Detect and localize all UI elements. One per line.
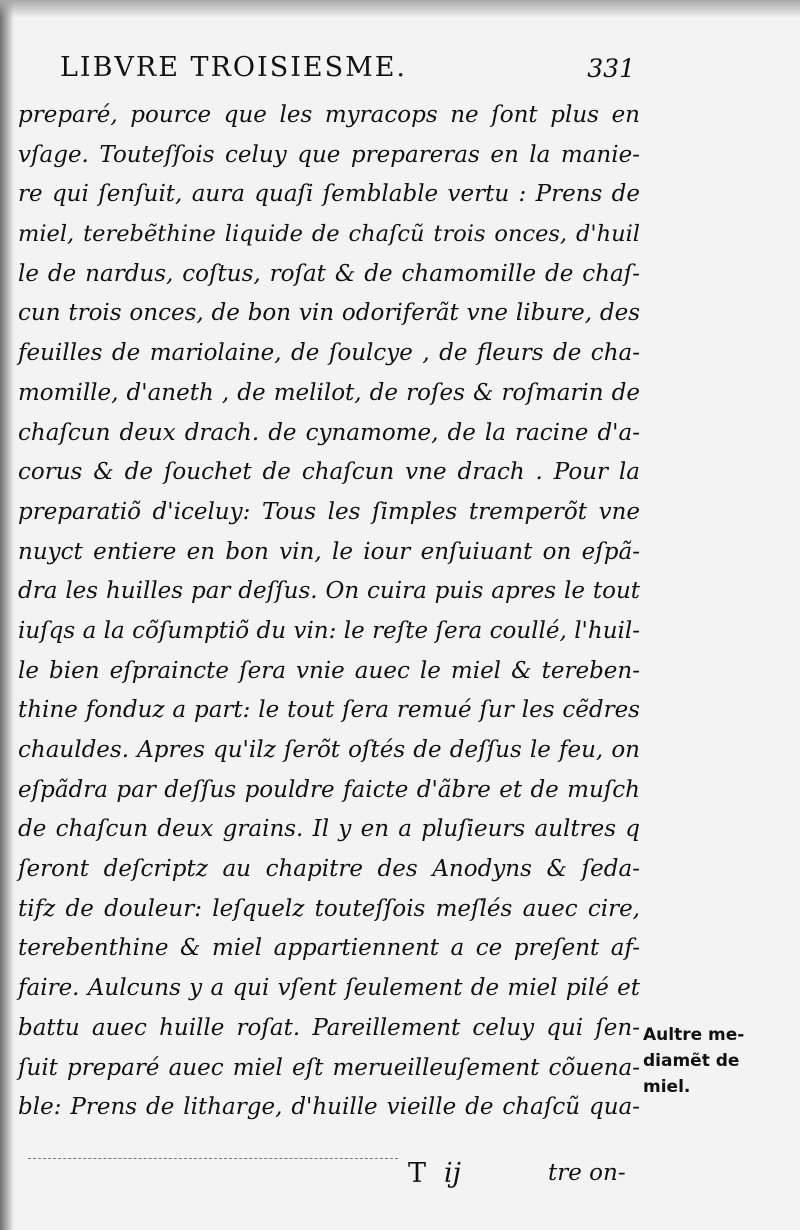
text-line: thine fonduz a part: le tout ſera remué ſur les cẽdres bbox=[18, 697, 640, 724]
catchword: tre on- bbox=[548, 1160, 626, 1186]
text-line: preparé, pource que les myracops ne ſont plus en bbox=[18, 102, 640, 128]
text-line: de chaſcun deux grains. Il y en a pluſieurs aultres q bbox=[18, 816, 640, 843]
text-line: battu auec huille roſat. Pareillement celuy qui ſen- bbox=[18, 1014, 640, 1041]
text-line: cun trois onces, de bon vin odoriferãt vne libure, des bbox=[18, 300, 640, 327]
text-line: eſpãdra par deſſus pouldre faicte d'ãbre et de muſch bbox=[18, 776, 640, 803]
margin-note-line: miel. bbox=[643, 1077, 691, 1097]
text-line: ſuit preparé auec miel eſt merueilleuſement cõuena- bbox=[18, 1054, 640, 1081]
text-line: preparatiõ d'iceluy: Tous les ſimples tremperõt vne bbox=[18, 498, 640, 525]
text-line: iuſqs a la cõſumptiõ du vin: le reſte ſera coullé, l'huil- bbox=[18, 617, 640, 644]
text-line: vſage. Touteſſois celuy que prepareras en la manie- bbox=[18, 141, 640, 168]
margin-note-line: diamẽt de bbox=[643, 1051, 740, 1071]
text-line: nuyct entiere en bon vin, le iour enſuiuant on eſpã- bbox=[18, 538, 640, 565]
text-line: ble: Prens de litharge, d'huille vieille de chaſcũ qua- bbox=[18, 1094, 640, 1121]
page-header bbox=[60, 52, 635, 92]
signature-mark bbox=[408, 1158, 461, 1189]
page-footer bbox=[0, 1158, 800, 1194]
body-text bbox=[18, 96, 640, 1128]
text-line: tifz de douleur: leſquelz touteſſois meſlés auec cire, bbox=[18, 895, 640, 922]
signature-letter: T bbox=[408, 1158, 427, 1189]
page-gutter-shadow bbox=[0, 0, 14, 1230]
page-top-shadow bbox=[0, 0, 800, 18]
text-line: chauldes. Apres qu'ilz ſerõt oſtés de deſſus le feu, on bbox=[18, 737, 640, 763]
margin-note-line: Aultre me- bbox=[643, 1025, 745, 1045]
text-line: re qui ſenſuit, aura quaſi ſemblable vertu : Prens de bbox=[18, 181, 640, 208]
text-line: dra les huilles par deſſus. On cuira puis apres le tout bbox=[18, 578, 640, 605]
text-line: le de nardus, coſtus, roſat & de chamomille de chaſ- bbox=[18, 260, 640, 287]
text-line: miel, terebẽthine liquide de chaſcũ trois onces, d'huil bbox=[18, 221, 640, 248]
text-line: momille, d'aneth , de melilot, de roſes & roſmarin de bbox=[18, 379, 640, 406]
text-line: feuilles de mariolaine, de ſoulcye , de fleurs de cha- bbox=[18, 340, 640, 367]
text-line: le bien eſpraincte ſera vnie auec le miel & tereben- bbox=[18, 657, 640, 684]
signature-number: ij bbox=[444, 1158, 462, 1189]
running-title: LIBVRE TROISIESME. bbox=[60, 52, 408, 83]
margin-note bbox=[643, 1022, 761, 1100]
text-line: faire. Aulcuns y a qui vſent ſeulement de miel pilé et bbox=[18, 975, 640, 1002]
text-line: terebenthine & miel appartiennent a ce preſent af- bbox=[18, 935, 640, 962]
text-line: corus & de ſouchet de chaſcun vne drach . Pour la bbox=[18, 459, 640, 486]
page-number: 331 bbox=[587, 54, 635, 83]
text-line: ſeront deſcriptz au chapitre des Anodyns & ſeda- bbox=[18, 856, 640, 883]
text-line: chaſcun deux drach. de cynamome, de la racine d'a- bbox=[18, 419, 640, 446]
